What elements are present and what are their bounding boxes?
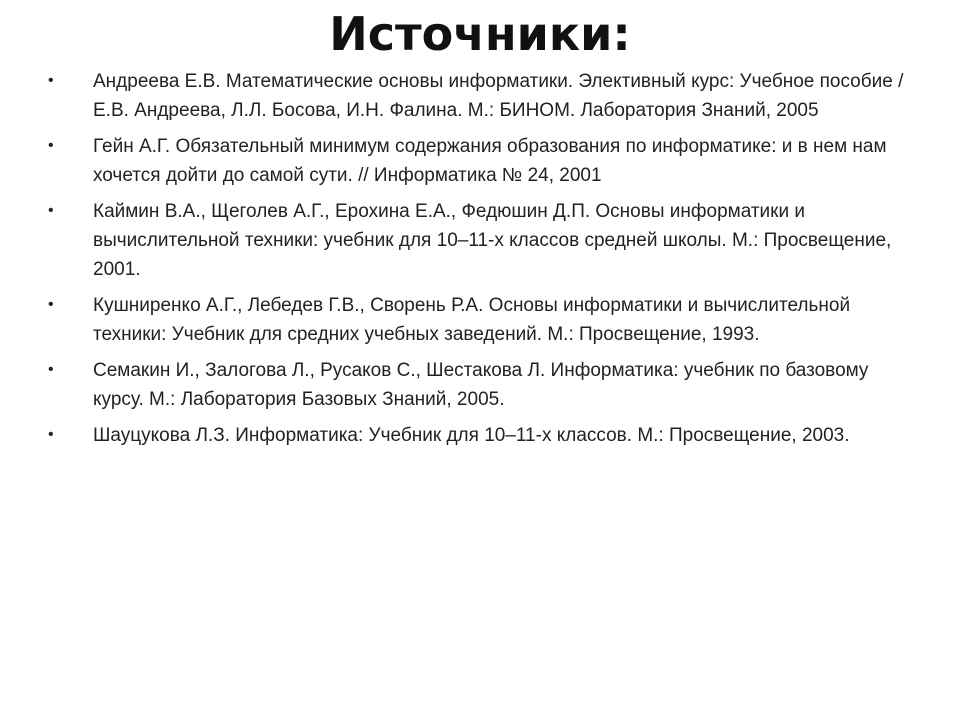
source-text: Шауцукова Л.З. Информатика: Учебник для 10–11-х классов. М.: Просвещение, 2003. — [93, 425, 850, 446]
source-list — [48, 66, 908, 456]
source-item — [48, 66, 908, 125]
source-text: Кушниренко А.Г., Лебедев Г.В., Сворень Р.А. Основы информатики и вычислительной техники: Учебник для средних учебных заведений. М.: Просвещение, 1993. — [93, 295, 851, 345]
source-item — [48, 355, 908, 414]
source-item — [48, 290, 908, 349]
source-text: Гейн А.Г. Обязательный минимум содержания образования по информатике: и в нем нам хочется дойти до самой сути. // Информатика № 24, 2001 — [93, 136, 887, 186]
bullet-icon: • — [48, 361, 54, 378]
bullet-icon: • — [48, 296, 54, 313]
source-text: Семакин И., Залогова Л., Русаков С., Шестакова Л. Информатика: учебник по базовому курсу. М.: Лаборатория Базовых Знаний, 2005. — [93, 360, 869, 410]
bullet-icon: • — [48, 72, 54, 89]
source-item — [48, 131, 908, 190]
source-text: Андреева Е.В. Математические основы информатики. Элективный курс: Учебное пособие / Е.В. Андреева, Л.Л. Босова, И.Н. Фалина. М.: БИНОМ. Лаборатория Знаний, 2005 — [93, 71, 904, 121]
slide-title: Источники: — [329, 7, 631, 61]
source-text: Каймин В.А., Щеголев А.Г., Ерохина Е.А., Федюшин Д.П. Основы информатики и вычислительной техники: учебник для 10–11-х классов средней школы. М.: Просвещение, 2001. — [93, 201, 892, 280]
bullet-icon: • — [48, 137, 54, 154]
bullet-icon: • — [48, 426, 54, 443]
bullet-icon: • — [48, 202, 54, 219]
source-item — [48, 420, 908, 450]
source-item — [48, 196, 908, 284]
